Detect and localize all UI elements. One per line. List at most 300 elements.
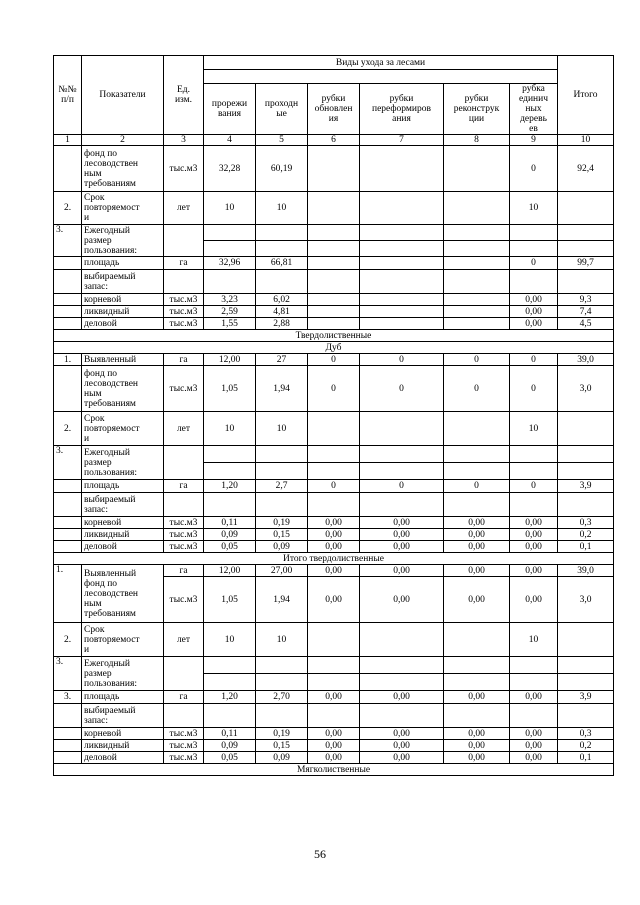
table-row bbox=[54, 740, 614, 752]
value-cell: 0,00 bbox=[510, 306, 558, 318]
empty-cell bbox=[510, 270, 558, 294]
value-cell: 10 bbox=[204, 412, 256, 446]
row-label: ликвидный bbox=[82, 306, 164, 318]
value-cell bbox=[360, 412, 444, 446]
unit-cell: га bbox=[164, 565, 204, 577]
row-label: площадь bbox=[82, 257, 164, 270]
value-cell bbox=[444, 257, 510, 270]
value-cell: 0,00 bbox=[510, 529, 558, 541]
row-num bbox=[54, 366, 82, 412]
value-cell bbox=[308, 192, 360, 225]
row-num bbox=[54, 728, 82, 740]
value-cell: 0,00 bbox=[308, 565, 360, 577]
value-cell: 0,00 bbox=[308, 691, 360, 704]
table-row bbox=[54, 366, 614, 412]
empty-cell bbox=[510, 493, 558, 517]
empty-cell bbox=[256, 493, 308, 517]
empty-cell bbox=[308, 446, 360, 463]
value-cell: 0 bbox=[510, 146, 558, 192]
value-cell: 0,11 bbox=[204, 517, 256, 529]
section-title: Твердолиственные bbox=[54, 330, 614, 342]
row-label: площадь bbox=[82, 691, 164, 704]
unit-cell: тыс.м3 bbox=[164, 529, 204, 541]
empty-cell bbox=[510, 674, 558, 691]
value-cell: 3,9 bbox=[558, 691, 614, 704]
value-cell bbox=[558, 412, 614, 446]
value-cell: 0,00 bbox=[360, 529, 444, 541]
value-cell: 2,70 bbox=[256, 691, 308, 704]
value-cell: 66,81 bbox=[256, 257, 308, 270]
value-cell: 0,00 bbox=[510, 740, 558, 752]
value-cell: 0 bbox=[308, 480, 360, 493]
value-cell: 1,20 bbox=[204, 480, 256, 493]
empty-cell bbox=[308, 493, 360, 517]
header-type: рубки реконструк ции bbox=[444, 84, 510, 135]
table-row bbox=[54, 192, 614, 225]
row-label: деловой bbox=[82, 541, 164, 553]
unit-cell: тыс.м3 bbox=[164, 146, 204, 192]
value-cell: 0,00 bbox=[444, 728, 510, 740]
empty-cell bbox=[360, 493, 444, 517]
row-label: фонд по лесоводствен ным требованиям bbox=[82, 366, 164, 412]
column-number: 8 bbox=[444, 135, 510, 146]
value-cell: 0,09 bbox=[256, 541, 308, 553]
table-row bbox=[54, 354, 614, 366]
value-cell: 1,05 bbox=[204, 366, 256, 412]
value-cell: 0 bbox=[444, 366, 510, 412]
unit-cell: тыс.м3 bbox=[164, 752, 204, 764]
empty-cell bbox=[360, 463, 444, 480]
empty-cell bbox=[558, 674, 614, 691]
table-row bbox=[54, 446, 614, 463]
unit-cell: лет bbox=[164, 623, 204, 657]
value-cell: 3,0 bbox=[558, 577, 614, 623]
value-cell: 0,00 bbox=[308, 541, 360, 553]
value-cell: 0,1 bbox=[558, 541, 614, 553]
empty-cell bbox=[308, 241, 360, 257]
empty-cell bbox=[510, 225, 558, 241]
value-cell: 0,05 bbox=[204, 752, 256, 764]
value-cell: 0,00 bbox=[444, 517, 510, 529]
value-cell: 0,2 bbox=[558, 740, 614, 752]
value-cell bbox=[360, 306, 444, 318]
column-number: 7 bbox=[360, 135, 444, 146]
value-cell: 12,00 bbox=[204, 354, 256, 366]
value-cell bbox=[360, 623, 444, 657]
value-cell: 0,15 bbox=[256, 740, 308, 752]
header-type: рубка единич ных деревь ев bbox=[510, 84, 558, 135]
value-cell: 0,00 bbox=[308, 740, 360, 752]
section-title: Дуб bbox=[54, 342, 614, 354]
unit-cell: тыс.м3 bbox=[164, 541, 204, 553]
unit-cell bbox=[164, 446, 204, 480]
row-label: ликвидный bbox=[82, 740, 164, 752]
row-num: 3. bbox=[54, 446, 82, 480]
row-num: 3. bbox=[54, 225, 82, 257]
table-row bbox=[54, 225, 614, 241]
value-cell: 0,15 bbox=[256, 529, 308, 541]
value-cell: 0 bbox=[510, 257, 558, 270]
value-cell: 0,00 bbox=[360, 565, 444, 577]
empty-cell bbox=[510, 446, 558, 463]
value-cell: 1,20 bbox=[204, 691, 256, 704]
table-row bbox=[54, 493, 614, 517]
unit-cell: га bbox=[164, 480, 204, 493]
unit-cell: тыс.м3 bbox=[164, 366, 204, 412]
value-cell: 0,09 bbox=[256, 752, 308, 764]
value-cell bbox=[308, 294, 360, 306]
row-label: фонд по лесоводствен ным требованиям bbox=[82, 146, 164, 192]
value-cell: 0,09 bbox=[204, 529, 256, 541]
value-cell: 0,3 bbox=[558, 728, 614, 740]
empty-cell bbox=[444, 225, 510, 241]
empty-cell bbox=[308, 657, 360, 674]
row-label: деловой bbox=[82, 318, 164, 330]
value-cell: 10 bbox=[204, 192, 256, 225]
value-cell bbox=[360, 146, 444, 192]
empty-cell bbox=[510, 463, 558, 480]
header-spacer bbox=[204, 70, 558, 84]
unit-cell bbox=[164, 270, 204, 294]
value-cell: 0,00 bbox=[444, 691, 510, 704]
empty-cell bbox=[256, 704, 308, 728]
value-cell: 0,00 bbox=[444, 565, 510, 577]
empty-cell bbox=[308, 704, 360, 728]
forest-care-table bbox=[53, 55, 614, 776]
value-cell: 0,00 bbox=[360, 728, 444, 740]
value-cell: 0,09 bbox=[204, 740, 256, 752]
empty-cell bbox=[558, 463, 614, 480]
empty-cell bbox=[444, 704, 510, 728]
column-number: 9 bbox=[510, 135, 558, 146]
value-cell: 0,2 bbox=[558, 529, 614, 541]
empty-cell bbox=[510, 704, 558, 728]
table-row bbox=[54, 728, 614, 740]
row-num bbox=[54, 493, 82, 517]
empty-cell bbox=[558, 657, 614, 674]
unit-cell: га bbox=[164, 257, 204, 270]
empty-cell bbox=[204, 657, 256, 674]
value-cell bbox=[558, 623, 614, 657]
empty-cell bbox=[510, 241, 558, 257]
column-number: 4 bbox=[204, 135, 256, 146]
value-cell: 0,00 bbox=[308, 728, 360, 740]
empty-cell bbox=[256, 241, 308, 257]
value-cell: 0,00 bbox=[308, 529, 360, 541]
unit-cell: тыс.м3 bbox=[164, 306, 204, 318]
value-cell: 39,0 bbox=[558, 565, 614, 577]
value-cell: 2,7 bbox=[256, 480, 308, 493]
unit-cell: га bbox=[164, 354, 204, 366]
empty-cell bbox=[444, 446, 510, 463]
row-num bbox=[54, 480, 82, 493]
value-cell: 0,19 bbox=[256, 728, 308, 740]
header-type: прорежи вания bbox=[204, 84, 256, 135]
value-cell: 0,00 bbox=[510, 577, 558, 623]
value-cell: 32,96 bbox=[204, 257, 256, 270]
value-cell: 0,00 bbox=[510, 565, 558, 577]
empty-cell bbox=[360, 674, 444, 691]
value-cell bbox=[308, 318, 360, 330]
empty-cell bbox=[360, 704, 444, 728]
row-num bbox=[54, 752, 82, 764]
row-num bbox=[54, 270, 82, 294]
table-row bbox=[54, 56, 614, 70]
unit-cell: лет bbox=[164, 412, 204, 446]
value-cell: 0,00 bbox=[444, 541, 510, 553]
table-row bbox=[54, 541, 614, 553]
value-cell: 0 bbox=[510, 366, 558, 412]
empty-cell bbox=[360, 657, 444, 674]
row-num bbox=[54, 306, 82, 318]
value-cell: 3,9 bbox=[558, 480, 614, 493]
table-row bbox=[54, 330, 614, 342]
empty-cell bbox=[308, 270, 360, 294]
table-row bbox=[54, 146, 614, 192]
row-label: ликвидный bbox=[82, 529, 164, 541]
row-label: Выявленный фонд по лесоводствен ным требованиям bbox=[82, 565, 164, 623]
value-cell: 0,00 bbox=[360, 752, 444, 764]
value-cell: 0,00 bbox=[360, 541, 444, 553]
value-cell: 0,00 bbox=[308, 517, 360, 529]
table-row bbox=[54, 553, 614, 565]
empty-cell bbox=[444, 493, 510, 517]
value-cell bbox=[360, 192, 444, 225]
row-label: Выявленный bbox=[82, 354, 164, 366]
value-cell: 7,4 bbox=[558, 306, 614, 318]
value-cell: 0,00 bbox=[510, 752, 558, 764]
value-cell bbox=[444, 192, 510, 225]
table-row bbox=[54, 412, 614, 446]
table-row bbox=[54, 752, 614, 764]
table-row bbox=[54, 623, 614, 657]
header-num: №№ п/п bbox=[54, 56, 82, 135]
empty-cell bbox=[360, 270, 444, 294]
unit-cell: га bbox=[164, 691, 204, 704]
empty-cell bbox=[558, 225, 614, 241]
row-label: Ежегодный размер пользования: bbox=[82, 657, 164, 691]
empty-cell bbox=[256, 674, 308, 691]
empty-cell bbox=[204, 704, 256, 728]
table-row bbox=[54, 764, 614, 776]
row-num bbox=[54, 517, 82, 529]
table-row bbox=[54, 318, 614, 330]
row-num: 3. bbox=[54, 691, 82, 704]
unit-cell: тыс.м3 bbox=[164, 728, 204, 740]
column-number: 6 bbox=[308, 135, 360, 146]
table-row bbox=[54, 565, 614, 577]
value-cell: 0,00 bbox=[510, 541, 558, 553]
value-cell: 1,94 bbox=[256, 366, 308, 412]
column-number: 1 bbox=[54, 135, 82, 146]
unit-cell: тыс.м3 bbox=[164, 294, 204, 306]
row-label: Ежегодный размер пользования: bbox=[82, 446, 164, 480]
value-cell: 1,05 bbox=[204, 577, 256, 623]
value-cell bbox=[444, 412, 510, 446]
value-cell: 10 bbox=[510, 412, 558, 446]
value-cell: 27,00 bbox=[256, 565, 308, 577]
row-num bbox=[54, 257, 82, 270]
empty-cell bbox=[558, 493, 614, 517]
value-cell: 9,3 bbox=[558, 294, 614, 306]
table-row bbox=[54, 294, 614, 306]
value-cell bbox=[308, 306, 360, 318]
row-num bbox=[54, 318, 82, 330]
empty-cell bbox=[444, 657, 510, 674]
column-number: 5 bbox=[256, 135, 308, 146]
empty-cell bbox=[204, 463, 256, 480]
value-cell: 0,00 bbox=[360, 740, 444, 752]
empty-cell bbox=[558, 446, 614, 463]
empty-cell bbox=[308, 463, 360, 480]
value-cell: 0 bbox=[360, 354, 444, 366]
empty-cell bbox=[204, 446, 256, 463]
value-cell bbox=[444, 146, 510, 192]
row-label: Срок повторяемост и bbox=[82, 412, 164, 446]
value-cell: 10 bbox=[256, 412, 308, 446]
header-type: проходн ые bbox=[256, 84, 308, 135]
row-label: выбираемый запас: bbox=[82, 704, 164, 728]
value-cell bbox=[444, 294, 510, 306]
row-label: Срок повторяемост и bbox=[82, 192, 164, 225]
row-label: выбираемый запас: bbox=[82, 493, 164, 517]
value-cell: 1,55 bbox=[204, 318, 256, 330]
value-cell: 0,19 bbox=[256, 517, 308, 529]
empty-cell bbox=[256, 657, 308, 674]
value-cell bbox=[360, 318, 444, 330]
value-cell: 0,3 bbox=[558, 517, 614, 529]
value-cell bbox=[444, 306, 510, 318]
row-num: 1. bbox=[54, 565, 82, 623]
value-cell: 0,00 bbox=[360, 577, 444, 623]
value-cell: 0,00 bbox=[444, 577, 510, 623]
empty-cell bbox=[204, 225, 256, 241]
unit-cell bbox=[164, 225, 204, 257]
value-cell bbox=[308, 623, 360, 657]
row-label: Срок повторяемост и bbox=[82, 623, 164, 657]
row-label: площадь bbox=[82, 480, 164, 493]
empty-cell bbox=[558, 241, 614, 257]
empty-cell bbox=[204, 493, 256, 517]
empty-cell bbox=[308, 674, 360, 691]
unit-cell bbox=[164, 493, 204, 517]
value-cell: 0 bbox=[308, 354, 360, 366]
empty-cell bbox=[256, 446, 308, 463]
empty-cell bbox=[360, 241, 444, 257]
table-row bbox=[54, 517, 614, 529]
unit-cell: тыс.м3 bbox=[164, 517, 204, 529]
row-num bbox=[54, 740, 82, 752]
value-cell bbox=[444, 318, 510, 330]
row-num: 2. bbox=[54, 192, 82, 225]
row-num: 2. bbox=[54, 623, 82, 657]
value-cell bbox=[308, 146, 360, 192]
row-label: корневой bbox=[82, 294, 164, 306]
value-cell: 0,00 bbox=[510, 517, 558, 529]
value-cell: 0,00 bbox=[510, 318, 558, 330]
value-cell: 0 bbox=[360, 366, 444, 412]
value-cell: 2,88 bbox=[256, 318, 308, 330]
table-row bbox=[54, 529, 614, 541]
value-cell: 0,05 bbox=[204, 541, 256, 553]
value-cell: 99,7 bbox=[558, 257, 614, 270]
unit-cell: тыс.м3 bbox=[164, 318, 204, 330]
row-num bbox=[54, 704, 82, 728]
unit-cell bbox=[164, 704, 204, 728]
header-total: Итого bbox=[558, 56, 614, 135]
empty-cell bbox=[444, 463, 510, 480]
empty-cell bbox=[256, 463, 308, 480]
row-label: Ежегодный размер пользования: bbox=[82, 225, 164, 257]
unit-cell: лет bbox=[164, 192, 204, 225]
value-cell bbox=[308, 257, 360, 270]
header-indicators: Показатели bbox=[82, 56, 164, 135]
value-cell: 3,0 bbox=[558, 366, 614, 412]
empty-cell bbox=[256, 270, 308, 294]
value-cell bbox=[308, 412, 360, 446]
empty-cell bbox=[204, 270, 256, 294]
value-cell: 0 bbox=[444, 354, 510, 366]
value-cell: 0 bbox=[308, 366, 360, 412]
value-cell: 0,00 bbox=[308, 752, 360, 764]
value-cell: 12,00 bbox=[204, 565, 256, 577]
unit-cell bbox=[164, 657, 204, 691]
value-cell: 3,23 bbox=[204, 294, 256, 306]
value-cell: 10 bbox=[256, 192, 308, 225]
empty-cell bbox=[204, 241, 256, 257]
value-cell: 10 bbox=[256, 623, 308, 657]
value-cell: 2,59 bbox=[204, 306, 256, 318]
value-cell: 0,00 bbox=[444, 740, 510, 752]
value-cell: 0,00 bbox=[510, 728, 558, 740]
empty-cell bbox=[360, 446, 444, 463]
row-label: деловой bbox=[82, 752, 164, 764]
empty-cell bbox=[256, 225, 308, 241]
empty-cell bbox=[558, 270, 614, 294]
empty-cell bbox=[510, 657, 558, 674]
value-cell: 0,11 bbox=[204, 728, 256, 740]
table-row bbox=[54, 270, 614, 294]
row-num bbox=[54, 294, 82, 306]
value-cell: 4,81 bbox=[256, 306, 308, 318]
value-cell: 27 bbox=[256, 354, 308, 366]
value-cell: 0,00 bbox=[308, 577, 360, 623]
column-number: 2 bbox=[82, 135, 164, 146]
table-row bbox=[54, 691, 614, 704]
row-num bbox=[54, 146, 82, 192]
value-cell: 32,28 bbox=[204, 146, 256, 192]
value-cell: 0 bbox=[510, 480, 558, 493]
value-cell: 0,1 bbox=[558, 752, 614, 764]
empty-cell bbox=[444, 674, 510, 691]
section-title: Мягколиственные bbox=[54, 764, 614, 776]
value-cell bbox=[444, 623, 510, 657]
row-num: 2. bbox=[54, 412, 82, 446]
header-group: Виды ухода за лесами bbox=[204, 56, 558, 70]
value-cell: 60,19 bbox=[256, 146, 308, 192]
value-cell: 4,5 bbox=[558, 318, 614, 330]
value-cell bbox=[360, 294, 444, 306]
value-cell: 0,00 bbox=[510, 294, 558, 306]
empty-cell bbox=[204, 674, 256, 691]
table-row bbox=[54, 657, 614, 674]
value-cell: 6,02 bbox=[256, 294, 308, 306]
row-num bbox=[54, 541, 82, 553]
empty-cell bbox=[360, 225, 444, 241]
unit-cell: тыс.м3 bbox=[164, 740, 204, 752]
row-label: корневой bbox=[82, 517, 164, 529]
empty-cell bbox=[444, 241, 510, 257]
